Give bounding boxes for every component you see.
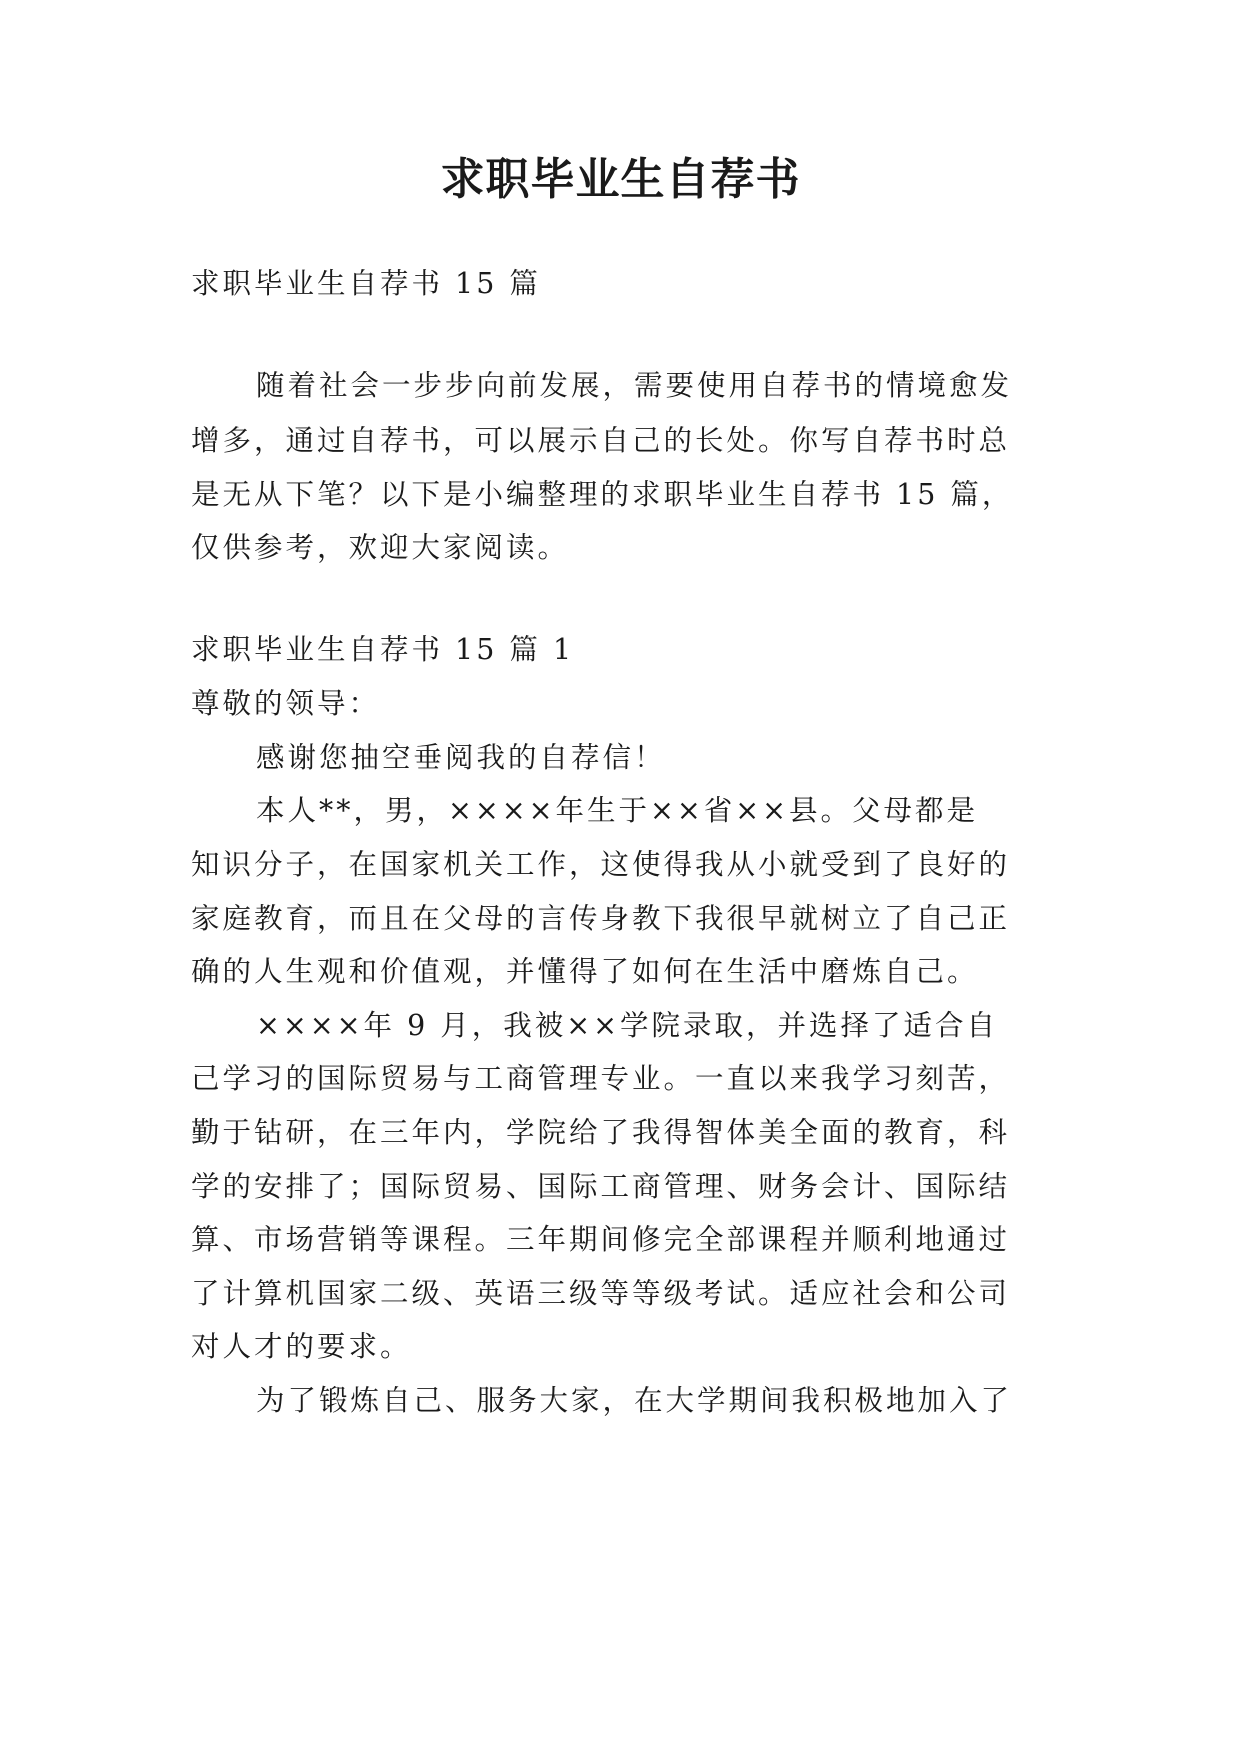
- body-line: 感谢您抽空垂阅我的自荐信！: [256, 741, 666, 774]
- body-line: 对人才的要求。: [191, 1330, 412, 1363]
- body-line: 算、市场营销等课程。三年期间修完全部课程并顺利地通过: [191, 1223, 1011, 1256]
- intro-line: 随着社会一步步向前发展，需要使用自荐书的情境愈发: [256, 369, 1013, 402]
- section-heading: 求职毕业生自荐书 15 篇 1: [191, 633, 575, 666]
- body-line: 家庭教育，而且在父母的言传身教下我很早就树立了自己正: [191, 902, 1011, 935]
- body-line: 勤于钻研，在三年内，学院给了我得智体美全面的教育，科: [191, 1116, 1011, 1149]
- body-line: ××××年 9 月，我被××学院录取，并选择了适合自: [256, 1009, 999, 1042]
- body-line: 了计算机国家二级、英语三级等等级考试。适应社会和公司: [191, 1277, 1011, 1310]
- intro-line: 增多，通过自荐书，可以展示自己的长处。你写自荐书时总: [191, 424, 1011, 457]
- salutation: 尊敬的领导：: [191, 687, 381, 720]
- body-line: 确的人生观和价值观，并懂得了如何在生活中磨炼自己。: [191, 955, 979, 988]
- body-line: 为了锻炼自己、服务大家，在大学期间我积极地加入了: [256, 1384, 1013, 1417]
- intro-line: 仅供参考，欢迎大家阅读。: [191, 531, 570, 564]
- subtitle: 求职毕业生自荐书 15 篇: [191, 267, 541, 300]
- body-line: 本人**，男，××××年生于××省××县。父母都是: [256, 794, 979, 827]
- document-title: 求职毕业生自荐书: [440, 154, 801, 205]
- body-line: 学的安排了；国际贸易、国际工商管理、财务会计、国际结: [191, 1170, 1011, 1203]
- intro-line: 是无从下笔？以下是小编整理的求职毕业生自荐书 15 篇，: [191, 478, 1014, 511]
- body-line: 己学习的国际贸易与工商管理专业。一直以来我学习刻苦，: [191, 1062, 1011, 1095]
- body-line: 知识分子，在国家机关工作，这使得我从小就受到了良好的: [191, 848, 1011, 881]
